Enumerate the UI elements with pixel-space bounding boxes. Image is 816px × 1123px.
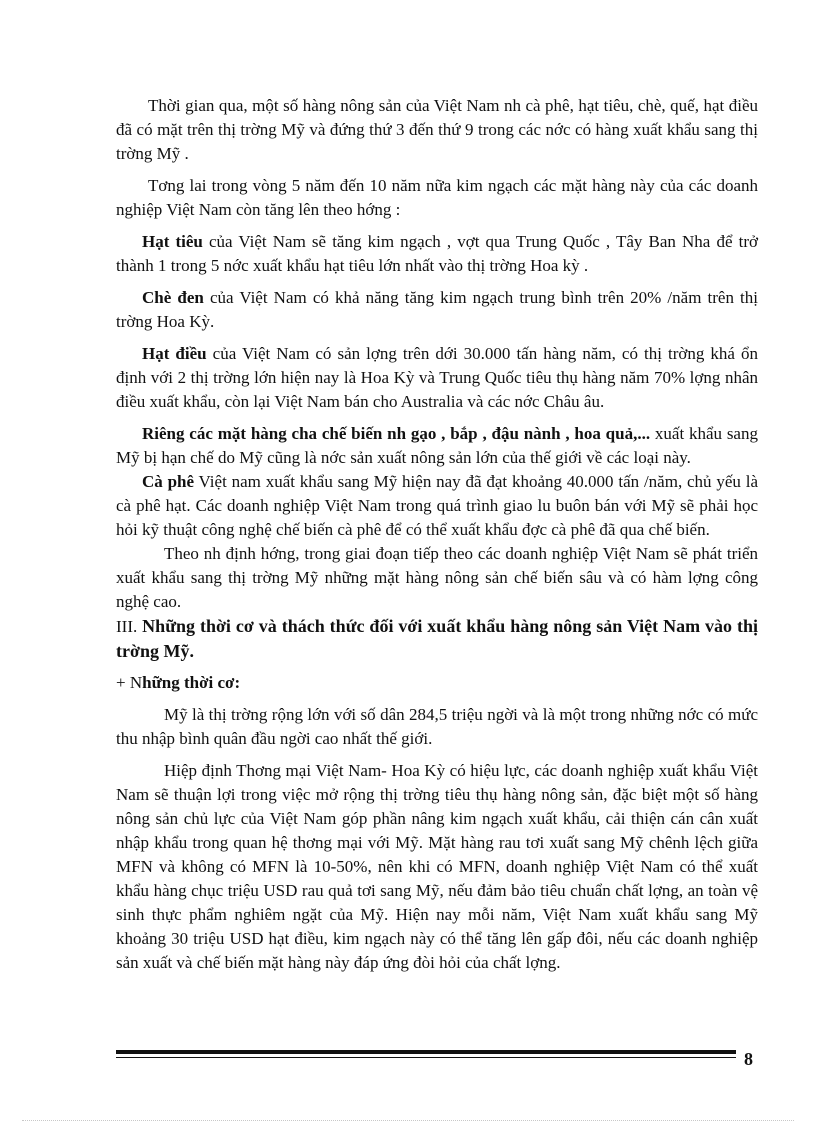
paragraph-cashew-text: của Việt Nam có sản lợng trên dới 30.000 tấn hàng năm, có thị trờng khá ổn định với 2 thị trờng lớn hiện nay là Hoa Kỳ và Trung Quốc tiêu thụ hàng năm 70% lợng nhân điều xuất khẩu, còn lại Việt Nam bán cho Australia và các nớc Châu âu. <box>116 344 758 411</box>
subheading-text: hững thời cơ: <box>142 673 241 692</box>
footer-rule-thin <box>116 1057 736 1058</box>
subheading-opportunities <box>116 671 758 695</box>
paragraph-coffee-text: Việt nam xuất khẩu sang Mỹ hiện nay đã đạt khoảng 40.000 tấn /năm, chủ yếu là cà phê hạt. Các doanh nghiệp Việt Nam trong quá trình giao lu buôn bán với Mỹ sẽ phải học hỏi kỹ thuật công nghệ chế biến cà phê để có thể xuất khẩu đợc cà phê đã qua chế biến. <box>116 472 758 539</box>
section-heading <box>116 614 758 663</box>
page-number: 8 <box>744 1049 753 1069</box>
paragraph-outlook: Tơng lai trong vòng 5 năm đến 10 năm nữa kim ngạch các mặt hàng này của các doanh nghiệp Việt Nam còn tăng lên theo hớng : <box>116 176 758 219</box>
term-cashew: Hạt điều <box>142 344 207 363</box>
paragraph-black-tea <box>116 286 758 334</box>
paragraph-trade-agreement: Hiệp định Thơng mại Việt Nam- Hoa Kỳ có hiệu lực, các doanh nghiệp xuất khẩu Việt Nam sẽ thuận lợi trong việc mở rộng thị trờng tiêu thụ hàng nông sản, đặc biệt một số hàng nông sản chủ lực của Việt Nam góp phần nâng kim ngạch xuất khẩu, cải thiện cán cân xuất nhập khẩu trong quan hệ thơng mại với Mỹ. Mặt hàng rau tơi xuất sang Mỹ chênh lệch giữa MFN và không có MFN là 10-50%, nên khi có MFN, doanh nghiệp Việt Nam có thể xuất khẩu hàng chục triệu USD rau quả tơi sang Mỹ, nếu đảm bảo tiêu chuẩn chất lợng, an toàn vệ sinh thực phẩm nghiêm ngặt của Mỹ. Hiện nay mỗi năm, Việt Nam xuất khẩu sang Mỹ khoảng 30 triệu USD hạt điều, kim ngạch này có thể tăng lên gấp đôi, nếu các doanh nghiệp sản xuất và chế biến mặt hàng này đáp ứng đòi hỏi của chất lợng. <box>116 761 758 972</box>
paragraph-unprocessed-text: xuất khẩu sang Mỹ bị hạn chế do Mỹ cũng là nớc sản xuất nông sản lớn của thế giới về các loại này. <box>116 424 758 467</box>
subheading-prefix: + N <box>116 673 143 692</box>
paragraph-unprocessed <box>116 422 758 470</box>
section-title: Những thời cơ và thách thức đối với xuất khẩu hàng nông sản Việt Nam vào thị trờng Mỹ. <box>116 616 758 661</box>
page-bottom-dotted-line <box>22 1120 794 1121</box>
section-number: III. <box>116 617 138 636</box>
paragraph-intro: Thời gian qua, một số hàng nông sản của Việt Nam nh cà phê, hạt tiêu, chè, quế, hạt điều đã có mặt trên thị trờng Mỹ và đứng thứ 3 đến thứ 9 trong các nớc có hàng xuất khẩu sang thị trờng Mỹ . <box>116 96 758 163</box>
footer-rule-thick <box>116 1050 736 1054</box>
term-pepper: Hạt tiêu <box>142 232 203 251</box>
paragraph-pepper <box>116 230 758 278</box>
paragraph-orientation: Theo nh định hớng, trong giai đoạn tiếp theo các doanh nghiệp Việt Nam sẽ phát triển xuất khẩu sang thị trờng Mỹ những mặt hàng nông sản chế biến sâu và có hàm lợng công nghệ cao. <box>116 544 758 611</box>
term-black-tea: Chè đen <box>142 288 204 307</box>
paragraph-us-market: Mỹ là thị trờng rộng lớn với số dân 284,5 triệu ngời và là một trong những nớc có mức thu nhập bình quân đầu ngời cao nhất thế giới. <box>116 705 758 748</box>
paragraph-coffee <box>116 470 758 542</box>
term-unprocessed: Riêng các mặt hàng cha chế biến nh gạo , bắp , đậu nành , hoa quả,... <box>142 424 651 443</box>
paragraph-pepper-text: của Việt Nam sẽ tăng kim ngạch , vợt qua Trung Quốc , Tây Ban Nha để trở thành 1 trong 5 nớc xuất khẩu hạt tiêu lớn nhất vào thị trờng Hoa kỳ . <box>116 232 758 275</box>
paragraph-black-tea-text: của Việt Nam có khả năng tăng kim ngạch trung bình trên 20% /năm trên thị trờng Hoa Kỳ. <box>116 288 759 331</box>
paragraph-cashew <box>116 342 758 414</box>
term-coffee: Cà phê <box>142 472 195 491</box>
body-text <box>116 94 758 983</box>
